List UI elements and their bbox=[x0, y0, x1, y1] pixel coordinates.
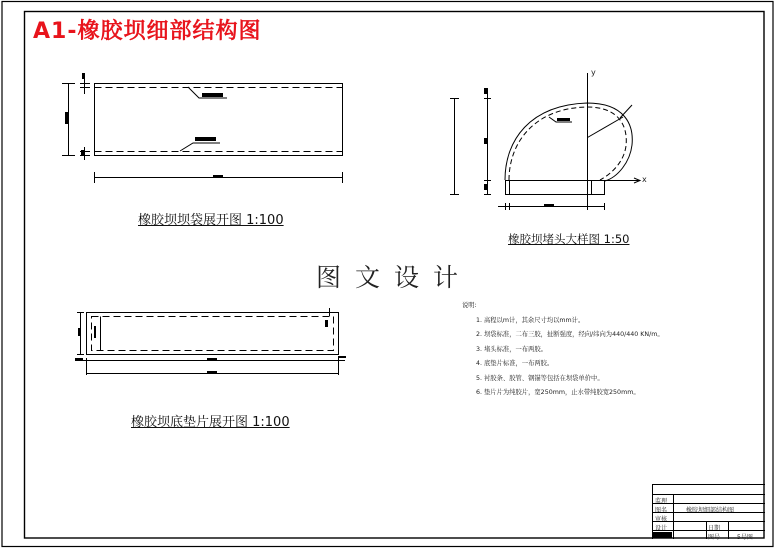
title-block-row-drawing-name bbox=[653, 503, 765, 512]
note-item: 6. 垫片片为纯胶片，宽250mm，止水带纯胶宽250mm。 bbox=[476, 389, 640, 396]
note-item: 3. 堵头标准，一布两胶。 bbox=[476, 345, 547, 353]
sheet-title: A1-橡胶坝细部结构图 bbox=[33, 19, 262, 44]
note-item: 4. 底垫片标准，一布两胶。 bbox=[476, 360, 554, 367]
title-block-divider bbox=[728, 521, 729, 539]
title-block bbox=[652, 484, 765, 539]
bottom-pad-drawing bbox=[75, 308, 346, 375]
bag-unfold-caption: 橡胶坝坝袋展开图 1:100 bbox=[138, 213, 284, 228]
drawing-number-label: 图号 bbox=[708, 534, 721, 541]
title-block-divider bbox=[706, 521, 707, 539]
watermark-text: 图文设计 bbox=[316, 263, 473, 292]
bottom-pad-caption: 橡胶坝底垫片展开图 1:100 bbox=[131, 415, 290, 430]
title-block-row-design bbox=[653, 521, 765, 530]
note-item: 2. 坝袋标准，二布三胶，扯断强度，经向/纬向为440/440 KN/m。 bbox=[476, 331, 664, 338]
notes-heading: 说明: bbox=[462, 302, 477, 309]
x-axis-label: x bbox=[642, 175, 647, 184]
design-notes bbox=[462, 299, 664, 401]
note-item: 1. 高程以m计，其余尺寸均以mm计。 bbox=[476, 316, 585, 324]
title-block-row-number bbox=[653, 530, 765, 540]
dam-head-caption: 橡胶坝堵头大样图 1:50 bbox=[508, 232, 630, 246]
drawing-name-label: 图名 bbox=[655, 507, 668, 514]
title-block-divider bbox=[673, 494, 674, 539]
supervisor-label: 监理 bbox=[655, 498, 668, 505]
date-label: 日期 bbox=[708, 525, 721, 532]
drawing-name-value: 橡胶坝细部结构图 bbox=[686, 507, 735, 514]
dam-head-drawing bbox=[450, 73, 640, 210]
y-axis-label: y bbox=[591, 68, 596, 77]
review-label: 审核 bbox=[655, 516, 668, 523]
redacted-block bbox=[653, 532, 672, 538]
design-label: 设计 bbox=[655, 525, 668, 532]
bag-unfold-drawing bbox=[62, 73, 343, 183]
drawing-number-value: 5号图 bbox=[737, 534, 753, 541]
title-block-row-supervisor bbox=[653, 494, 765, 503]
note-item: 5. 衬胶条、胶管、钢锚等包括在坝袋单价中。 bbox=[476, 374, 604, 382]
title-block-row-review bbox=[653, 512, 765, 521]
